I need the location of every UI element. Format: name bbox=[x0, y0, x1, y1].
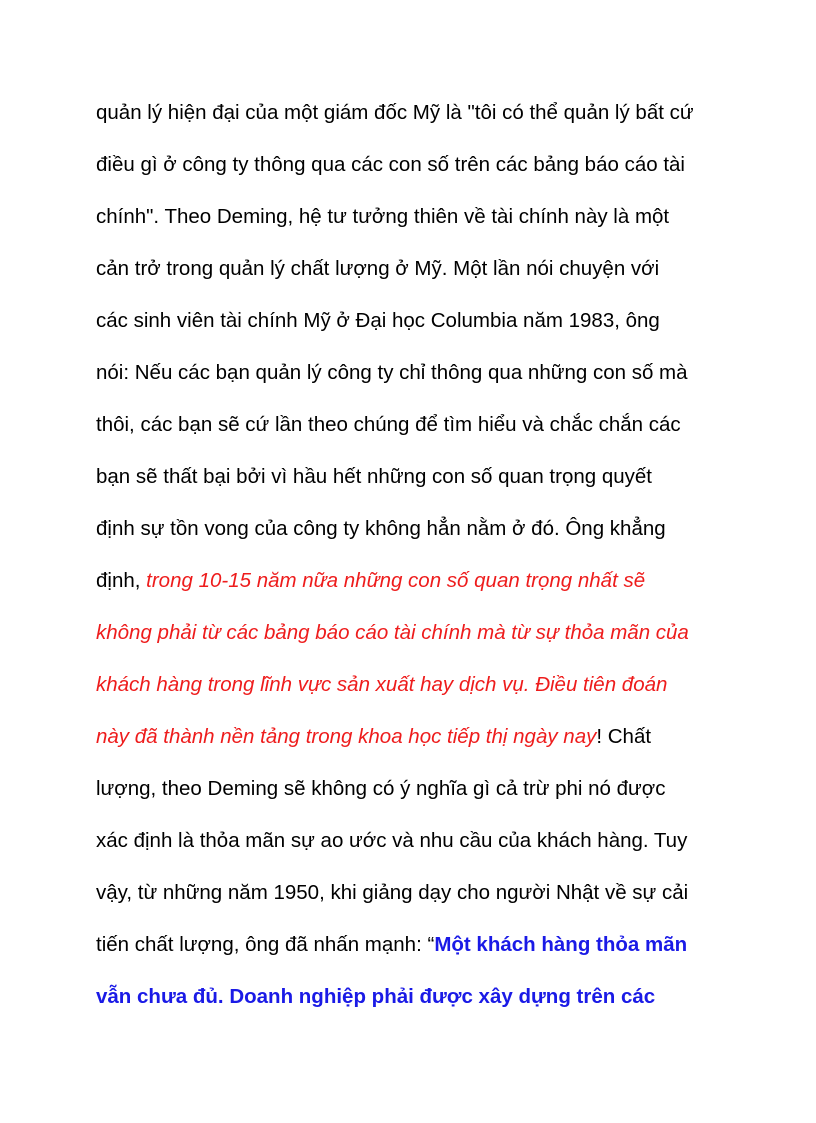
text-line: định, trong 10-15 năm nữa những con số quan trọng nhất sẽ bbox=[96, 569, 646, 592]
emphasis-red-text: không phải từ các bảng báo cáo tài chính mà từ sự thỏa mãn của bbox=[96, 621, 689, 644]
text-line: bạn sẽ thất bại bởi vì hầu hết những con số quan trọng quyết bbox=[96, 465, 653, 488]
emphasis-red-text: khách hàng trong lĩnh vực sản xuất hay dịch vụ. Điều tiên đoán bbox=[96, 673, 668, 696]
emphasis-red-text: này đã thành nền tảng trong khoa học tiếp thị ngày nay bbox=[96, 725, 597, 748]
text-line: vậy, từ những năm 1950, khi giảng dạy cho người Nhật về sự cải bbox=[96, 881, 689, 904]
emphasis-blue-text: vẫn chưa đủ. Doanh nghiệp phải được xây dựng trên các bbox=[96, 985, 656, 1008]
text-line: nói: Nếu các bạn quản lý công ty chỉ thông qua những con số mà bbox=[96, 361, 688, 384]
text-line: điều gì ở công ty thông qua các con số trên các bảng báo cáo tài bbox=[96, 153, 685, 176]
text-line: chính". Theo Deming, hệ tư tưởng thiên về tài chính này là một bbox=[96, 205, 670, 228]
emphasis-blue-text: Một khách hàng thỏa mãn bbox=[434, 933, 688, 956]
text-line bbox=[96, 984, 655, 1010]
text-line: thôi, các bạn sẽ cứ lần theo chúng để tìm hiểu và chắc chắn các bbox=[96, 413, 681, 436]
emphasis-red-text: trong 10-15 năm nữa những con số quan trọng nhất sẽ bbox=[146, 569, 646, 592]
text-line: các sinh viên tài chính Mỹ ở Đại học Columbia năm 1983, ông bbox=[96, 309, 660, 332]
text-line: định sự tồn vong của công ty không hẳn nằm ở đó. Ông khẳng bbox=[96, 517, 666, 540]
text-line: xác định là thỏa mãn sự ao ước và nhu cầu của khách hàng. Tuy bbox=[96, 829, 688, 852]
text-line: tiến chất lượng, ông đã nhấn mạnh: “Một khách hàng thỏa mãn bbox=[96, 933, 688, 956]
text-line: quản lý hiện đại của một giám đốc Mỹ là "tôi có thể quản lý bất cứ bbox=[96, 101, 694, 124]
text-line: lượng, theo Deming sẽ không có ý nghĩa gì cả trừ phi nó được bbox=[96, 777, 666, 800]
text-line: cản trở trong quản lý chất lượng ở Mỹ. Một lần nói chuyện với bbox=[96, 257, 660, 280]
text-line bbox=[96, 672, 667, 698]
text-line: này đã thành nền tảng trong khoa học tiếp thị ngày nay! Chất bbox=[96, 725, 652, 748]
text-line bbox=[96, 620, 689, 646]
